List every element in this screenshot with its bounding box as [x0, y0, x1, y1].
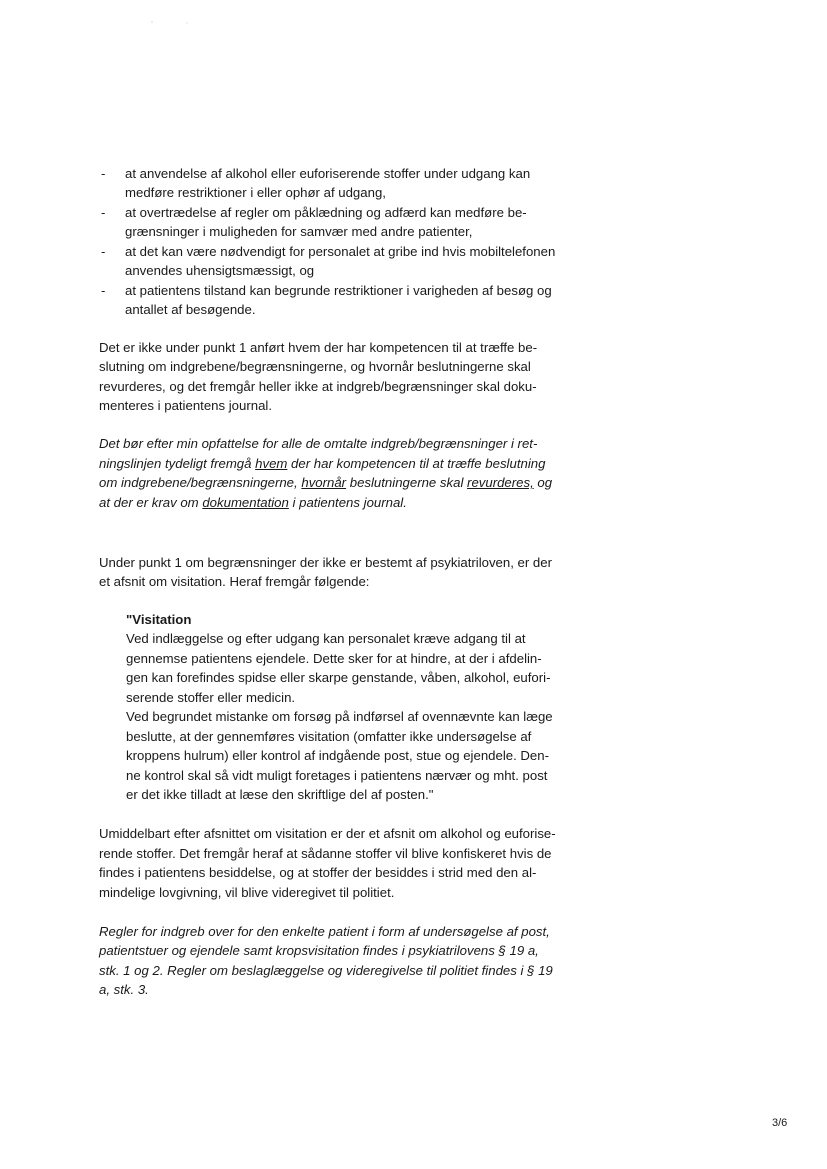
bullet-dash: -: [101, 205, 106, 220]
paragraph-line: slutning om indgrebene/begrænsningerne, og hvornår beslutningerne skal: [99, 359, 531, 374]
opinion-line: om indgrebene/begrænsningerne, hvornår beslutningerne skal revurderes, og: [99, 475, 553, 490]
quote-line: Ved indlæggelse og efter udgang kan personalet kræve adgang til at: [126, 631, 526, 646]
paragraph-line: rende stoffer. Det fremgår heraf at sådanne stoffer vil blive konfiskeret hvis de: [99, 846, 552, 861]
scan-specks: [150, 14, 190, 22]
emphasis-revised: revurderes,: [467, 475, 534, 490]
quote-line: er det ikke tilladt at læse den skriftlige del af posten.": [126, 787, 434, 802]
bullet-dash: -: [101, 166, 106, 181]
paragraph-line: Umiddelbart efter afsnittet om visitation er der et afsnit om alkohol og euforise-: [99, 826, 556, 841]
quote-line: gennemse patientens ejendele. Dette sker for at hindre, at der i afdelin-: [126, 651, 542, 666]
quote-line: Ved begrundet mistanke om forsøg på indførsel af ovennævnte kan læge: [126, 709, 553, 724]
emphasis-when: hvornår: [301, 475, 347, 490]
paragraph-line: patientstuer og ejendele samt kropsvisitation findes i psykiatrilovens § 19 a,: [99, 943, 539, 958]
opinion-line: at der er krav om dokumentation i patientens journal.: [99, 495, 407, 510]
bullet-line: at det kan være nødvendigt for personalet at gribe ind hvis mobiltelefonen: [125, 244, 556, 259]
bullet-line: anvendes uhensigtsmæssigt, og: [125, 263, 315, 278]
paragraph-line: Under punkt 1 om begrænsninger der ikke er bestemt af psykiatriloven, er der: [99, 555, 552, 570]
bullet-dash: -: [101, 283, 106, 298]
paragraph-line: Det er ikke under punkt 1 anført hvem der har kompetencen til at træffe be-: [99, 340, 538, 355]
bullet-line: at patientens tilstand kan begrunde restriktioner i varigheden af besøg og: [125, 283, 552, 298]
bullet-line: grænsninger i muligheden for samvær med andre patienter,: [125, 224, 473, 239]
paragraph-line: stk. 1 og 2. Regler om beslaglæggelse og videregivelse til politiet findes i § 19: [99, 963, 553, 978]
paragraph-line: et afsnit om visitation. Heraf fremgår følgende:: [99, 574, 370, 589]
paragraph-line: revurderes, og det fremgår heller ikke at indgreb/begrænsninger skal doku-: [99, 379, 537, 394]
bullet-dash: -: [101, 244, 106, 259]
paragraph-line: Regler for indgreb over for den enkelte patient i form af undersøgelse af post,: [99, 924, 550, 939]
bullet-line: at overtrædelse af regler om påklædning og adfærd kan medføre be-: [125, 205, 527, 220]
opinion-line: Det bør efter min opfattelse for alle de omtalte indgreb/begrænsninger i ret-: [99, 436, 538, 451]
paragraph-line: findes i patientens besiddelse, og at stoffer der besiddes i strid med den al-: [99, 865, 537, 880]
paragraph-line: mindelige lovgivning, vil blive videregivet til politiet.: [99, 885, 395, 900]
emphasis-who: hvem: [255, 456, 288, 471]
bullet-line: medføre restriktioner i eller ophør af udgang,: [125, 185, 386, 200]
opinion-line: ningslinjen tydeligt fremgå hvem der har kompetencen til at træffe beslutning: [99, 456, 546, 471]
quote-heading: "Visitation: [126, 612, 192, 627]
paragraph-line: menteres i patientens journal.: [99, 398, 273, 413]
page-number: 3/6: [772, 1117, 788, 1129]
paragraph-line: a, stk. 3.: [99, 982, 149, 997]
bullet-line: at anvendelse af alkohol eller euforiserende stoffer under udgang kan: [125, 166, 531, 181]
quote-line: kroppens hulrum) eller kontrol af indgående post, stue og ejendele. Den-: [126, 748, 549, 763]
emphasis-documentation: dokumentation: [202, 495, 289, 510]
quote-line: ne kontrol skal så vidt muligt foretages i patientens nærvær og mht. post: [126, 768, 548, 783]
quote-line: serende stoffer eller medicin.: [126, 690, 296, 705]
bullet-line: antallet af besøgende.: [125, 302, 256, 317]
quote-line: beslutte, at der gennemføres visitation (omfatter ikke undersøgelse af: [126, 729, 532, 744]
quote-line: gen kan forefindes spidse eller skarpe genstande, våben, alkohol, eufori-: [126, 670, 551, 685]
